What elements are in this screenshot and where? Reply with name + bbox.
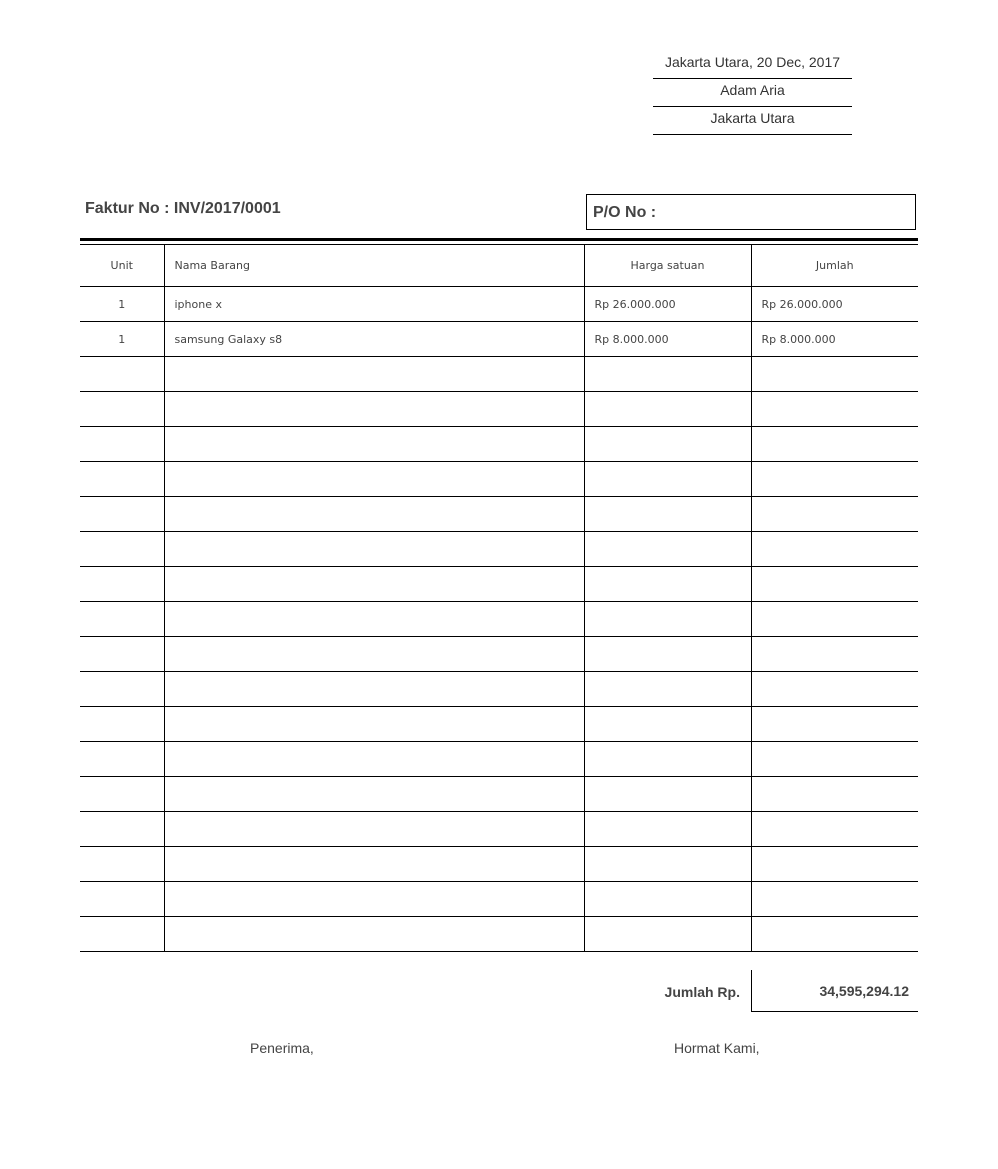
cell-unit-price xyxy=(584,567,751,602)
table-row xyxy=(80,497,918,532)
cell-amount xyxy=(751,917,918,952)
cell-amount xyxy=(751,707,918,742)
cell-unit-price xyxy=(584,812,751,847)
cell-unit-price xyxy=(584,497,751,532)
cell-amount xyxy=(751,602,918,637)
header-divider xyxy=(80,238,918,241)
cell-amount xyxy=(751,637,918,672)
cell-item-name xyxy=(164,672,584,707)
cell-unit: 1 xyxy=(80,322,164,357)
table-row xyxy=(80,322,918,357)
signature-sender: Hormat Kami, xyxy=(674,1040,760,1056)
cell-amount xyxy=(751,427,918,462)
table-row xyxy=(80,812,918,847)
cell-amount xyxy=(751,672,918,707)
total-box xyxy=(751,970,918,1012)
cell-item-name xyxy=(164,532,584,567)
table-row xyxy=(80,777,918,812)
cell-unit xyxy=(80,812,164,847)
cell-unit-price xyxy=(584,882,751,917)
cell-amount: Rp 26.000.000 xyxy=(751,287,918,322)
cell-unit xyxy=(80,532,164,567)
cell-unit xyxy=(80,602,164,637)
table-row xyxy=(80,357,918,392)
total-label: Jumlah Rp. xyxy=(664,984,740,1000)
cell-item-name: samsung Galaxy s8 xyxy=(164,322,584,357)
cell-unit xyxy=(80,707,164,742)
items-table xyxy=(80,244,918,952)
cell-item-name: iphone x xyxy=(164,287,584,322)
cell-unit xyxy=(80,917,164,952)
cell-unit-price xyxy=(584,532,751,567)
cell-item-name xyxy=(164,637,584,672)
cell-item-name xyxy=(164,812,584,847)
cell-item-name xyxy=(164,567,584,602)
table-row xyxy=(80,392,918,427)
cell-item-name xyxy=(164,882,584,917)
column-header-amount: Jumlah xyxy=(751,245,918,287)
cell-unit xyxy=(80,357,164,392)
cell-unit-price xyxy=(584,392,751,427)
table-row xyxy=(80,532,918,567)
cell-unit xyxy=(80,462,164,497)
cell-amount xyxy=(751,357,918,392)
cell-unit-price xyxy=(584,672,751,707)
total-value: 34,595,294.12 xyxy=(819,983,909,999)
cell-item-name xyxy=(164,497,584,532)
table-row xyxy=(80,672,918,707)
recipient-name: Adam Aria xyxy=(653,79,852,107)
cell-item-name xyxy=(164,427,584,462)
table-row xyxy=(80,287,918,322)
cell-amount: Rp 8.000.000 xyxy=(751,322,918,357)
cell-unit xyxy=(80,392,164,427)
column-header-item-name: Nama Barang xyxy=(164,245,584,287)
cell-amount xyxy=(751,882,918,917)
cell-amount xyxy=(751,847,918,882)
place-date: Jakarta Utara, 20 Dec, 2017 xyxy=(653,51,852,79)
cell-unit: 1 xyxy=(80,287,164,322)
cell-unit xyxy=(80,742,164,777)
cell-amount xyxy=(751,812,918,847)
cell-unit-price: Rp 8.000.000 xyxy=(584,322,751,357)
cell-amount xyxy=(751,532,918,567)
cell-unit xyxy=(80,777,164,812)
cell-item-name xyxy=(164,462,584,497)
cell-item-name xyxy=(164,742,584,777)
table-row xyxy=(80,567,918,602)
cell-item-name xyxy=(164,602,584,637)
cell-unit xyxy=(80,637,164,672)
cell-amount xyxy=(751,392,918,427)
cell-item-name xyxy=(164,392,584,427)
cell-unit-price xyxy=(584,637,751,672)
table-header-row xyxy=(80,245,918,287)
cell-unit-price xyxy=(584,427,751,462)
cell-unit-price: Rp 26.000.000 xyxy=(584,287,751,322)
cell-amount xyxy=(751,462,918,497)
invoice-number: Faktur No : INV/2017/0001 xyxy=(85,200,281,217)
table-row xyxy=(80,917,918,952)
cell-unit xyxy=(80,672,164,707)
table-row xyxy=(80,462,918,497)
table-row xyxy=(80,742,918,777)
cell-unit xyxy=(80,497,164,532)
table-row xyxy=(80,602,918,637)
cell-unit-price xyxy=(584,602,751,637)
table-row xyxy=(80,427,918,462)
cell-unit xyxy=(80,567,164,602)
cell-unit-price xyxy=(584,777,751,812)
cell-unit xyxy=(80,847,164,882)
po-number-label: P/O No : xyxy=(593,204,657,221)
table-row xyxy=(80,847,918,882)
cell-amount xyxy=(751,742,918,777)
cell-unit-price xyxy=(584,917,751,952)
cell-unit-price xyxy=(584,462,751,497)
column-header-unit: Unit xyxy=(80,245,164,287)
cell-item-name xyxy=(164,847,584,882)
cell-unit-price xyxy=(584,847,751,882)
cell-amount xyxy=(751,497,918,532)
cell-item-name xyxy=(164,707,584,742)
cell-amount xyxy=(751,567,918,602)
cell-unit xyxy=(80,882,164,917)
signature-receiver: Penerima, xyxy=(250,1040,314,1056)
cell-unit-price xyxy=(584,742,751,777)
table-row xyxy=(80,882,918,917)
table-row xyxy=(80,637,918,672)
cell-amount xyxy=(751,777,918,812)
cell-item-name xyxy=(164,357,584,392)
cell-unit-price xyxy=(584,707,751,742)
column-header-unit-price: Harga satuan xyxy=(584,245,751,287)
cell-unit xyxy=(80,427,164,462)
po-number-box xyxy=(586,194,916,230)
cell-unit-price xyxy=(584,357,751,392)
cell-item-name xyxy=(164,917,584,952)
table-row xyxy=(80,707,918,742)
cell-item-name xyxy=(164,777,584,812)
recipient-city: Jakarta Utara xyxy=(653,107,852,135)
